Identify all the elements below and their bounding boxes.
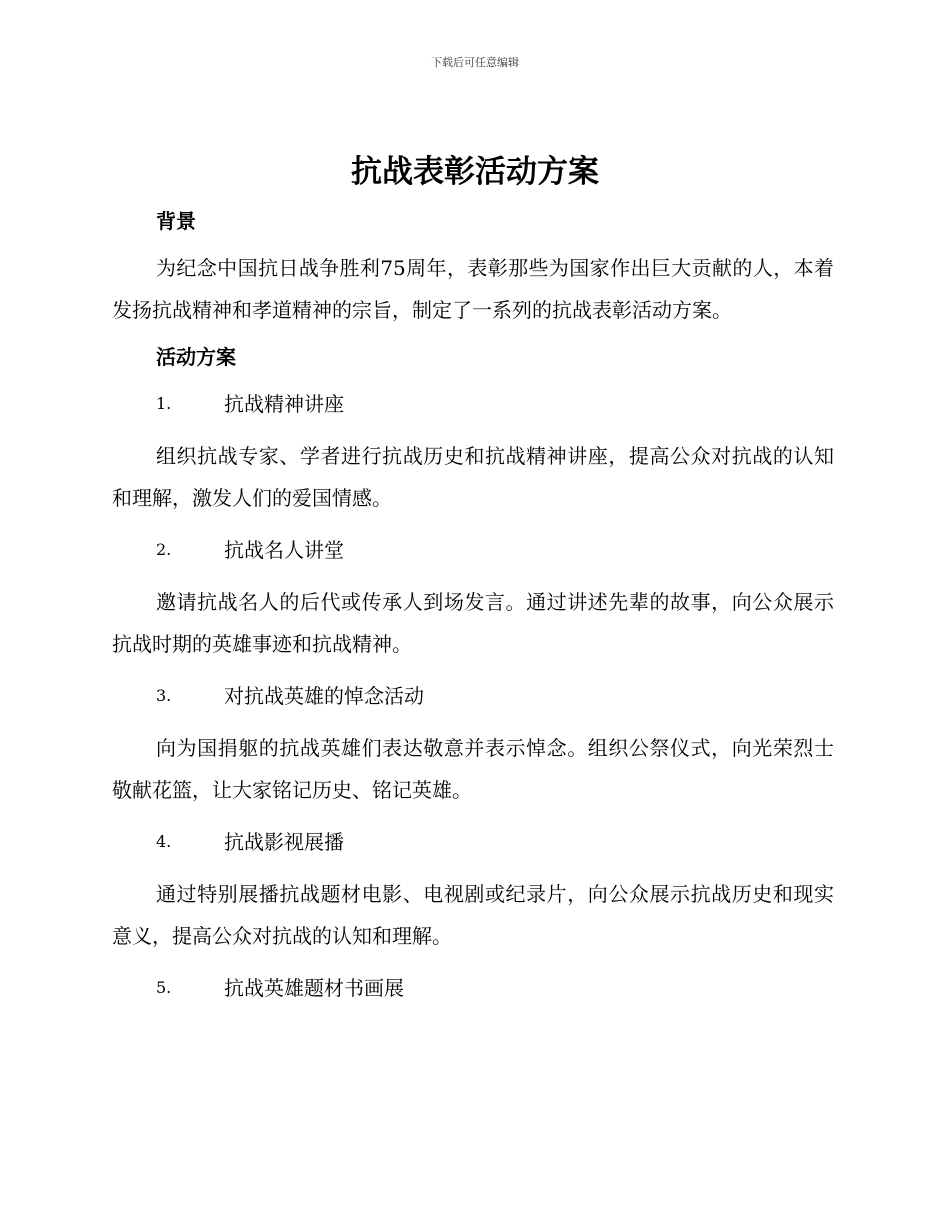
list-item-paragraph: 向为国捐躯的抗战英雄们表达敬意并表示悼念。组织公祭仪式，向光荣烈士敬献花篮，让大家铭记历史、铭记英雄。 [112, 736, 834, 802]
list-item [112, 675, 834, 717]
list-item-paragraph: 邀请抗战名人的后代或传承人到场发言。通过讲述先辈的故事，向公众展示抗战时期的英雄事迹和抗战精神。 [112, 590, 834, 656]
list-item-paragraph: 通过特别展播抗战题材电影、电视剧或纪录片，向公众展示抗战历史和现实意义，提高公众对抗战的认知和理解。 [112, 882, 834, 948]
list-item-title: 抗战名人讲堂 [224, 538, 344, 562]
list-item [112, 529, 834, 571]
section-heading-background: 背景 [156, 209, 196, 233]
list-item-title: 对抗战英雄的悼念活动 [224, 684, 424, 708]
list-item [112, 821, 834, 863]
list-item-title: 抗战精神讲座 [224, 392, 344, 416]
list-item-number: 4. [156, 832, 172, 851]
list-item-number: 5. [156, 978, 172, 997]
header-note: 下载后可任意编辑 [431, 56, 519, 69]
list-item-number: 1. [156, 394, 172, 413]
list-item-number: 3. [156, 686, 172, 705]
document-title: 抗战表彰活动方案 [351, 154, 599, 190]
list-item-paragraph: 组织抗战专家、学者进行抗战历史和抗战精神讲座，提高公众对抗战的认知和理解，激发人们的爱国情感。 [112, 444, 834, 510]
document-body [112, 205, 834, 1019]
list-item [112, 967, 834, 1009]
list-item-number: 2. [156, 540, 172, 559]
background-paragraph: 为纪念中国抗日战争胜利75周年，表彰那些为国家作出巨大贡献的人，本着发扬抗战精神和孝道精神的宗旨，制定了一系列的抗战表彰活动方案。 [112, 256, 834, 322]
list-item [112, 383, 834, 425]
list-item-title: 抗战英雄题材书画展 [224, 976, 404, 1000]
list-item-title: 抗战影视展播 [224, 830, 344, 854]
section-heading-plan: 活动方案 [156, 345, 236, 369]
